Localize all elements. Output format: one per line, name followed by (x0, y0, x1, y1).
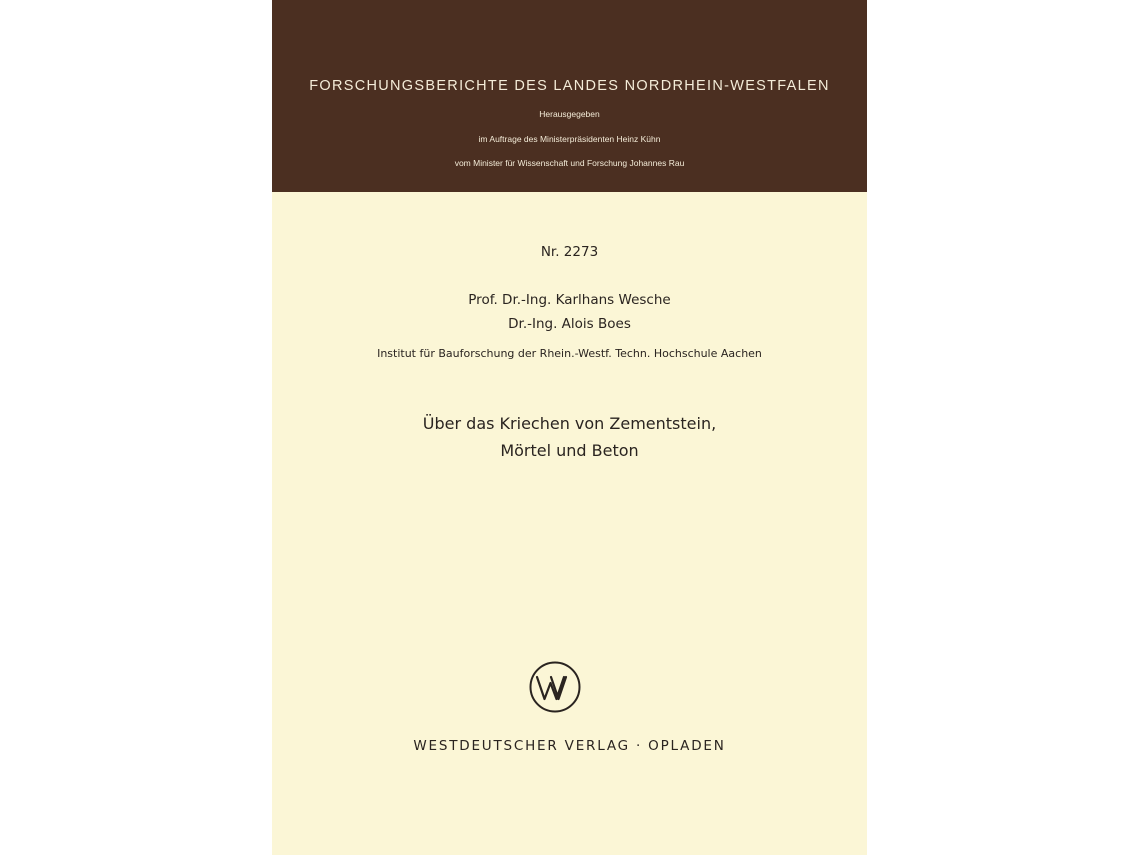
auftrag-line: im Auftrage des Ministerpräsidenten Heinz Kühn (478, 134, 661, 144)
editor-label: Herausgegeben (539, 109, 600, 119)
publisher-name: WESTDEUTSCHER VERLAG · OPLADEN (413, 738, 726, 754)
institute: Institut für Bauforschung der Rhein.-Westf. Techn. Hochschule Aachen (377, 347, 762, 360)
author-1: Prof. Dr.-Ing. Karlhans Wesche (468, 292, 671, 308)
minister-line: vom Minister für Wissenschaft und Forschung Johannes Rau (454, 158, 685, 168)
title-line-2: Mörtel und Beton (500, 441, 639, 460)
wv-monogram-icon (528, 660, 582, 714)
title-line-1: Über das Kriechen von Zementstein, (422, 414, 717, 433)
series-title: FORSCHUNGSBERICHTE DES LANDES NORDRHEIN-WESTFALEN (309, 78, 830, 94)
author-2: Dr.-Ing. Alois Boes (508, 316, 631, 332)
header-band (272, 0, 867, 192)
book-cover (272, 0, 867, 855)
report-number: Nr. 2273 (540, 244, 599, 260)
